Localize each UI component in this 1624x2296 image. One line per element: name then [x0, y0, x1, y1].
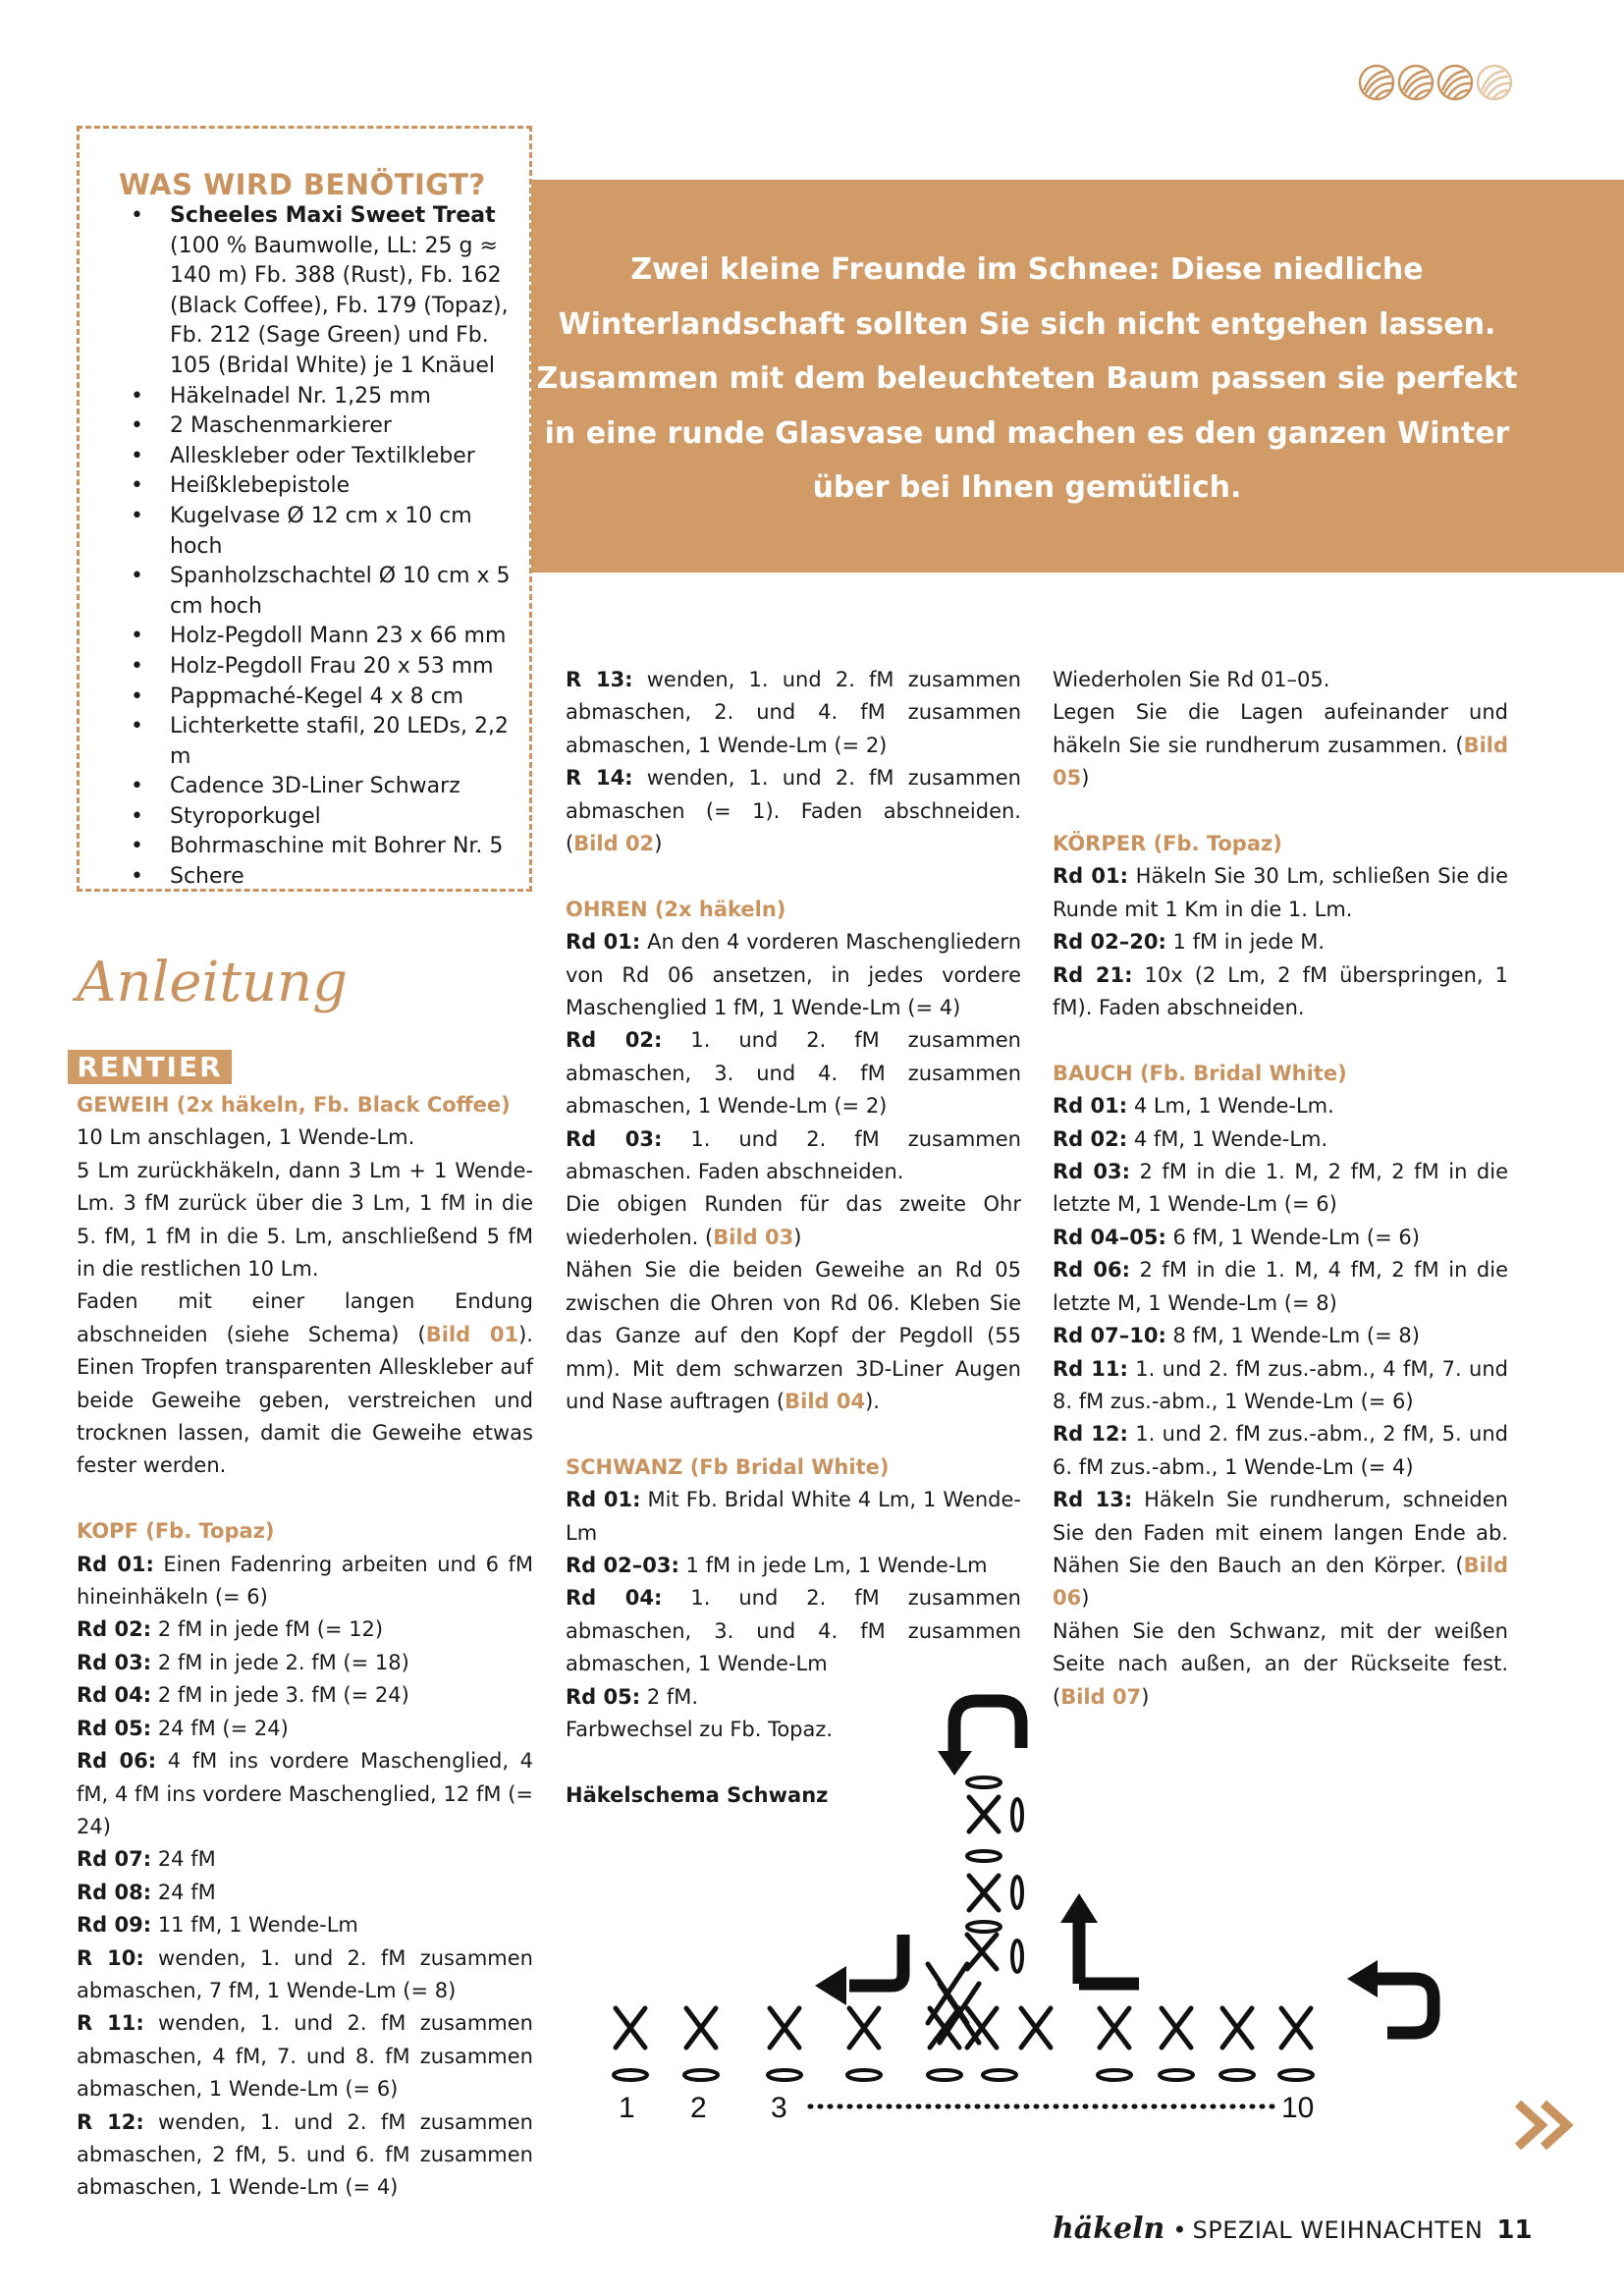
instruction-row [77, 1909, 533, 1941]
row-text: Farbwechsel zu Fb. Topaz. [566, 1717, 834, 1741]
row-text: 4 Lm, 1 Wende-Lm. [1127, 1094, 1334, 1119]
instruction-row [1053, 959, 1508, 1025]
row-label: Rd 04: [77, 1683, 152, 1708]
instruction-row [1053, 1156, 1508, 1222]
instruction-row [1053, 860, 1508, 926]
row-label: R 13: [566, 668, 633, 691]
material-item-text: Styroporkugel [170, 803, 321, 829]
row-text: 1. und 2. fM zusammen abmaschen. Faden abschneiden. [566, 1126, 1021, 1184]
instruction-row [1053, 1484, 1508, 1615]
paragraph [1053, 696, 1508, 794]
row-text-end: ) [1081, 766, 1090, 791]
row-label: Rd 01: [1053, 864, 1129, 889]
row-label: Rd 12: [1053, 1422, 1128, 1447]
row-text: An den 4 vorderen Maschengliedern von Rd 06 ansetzen, in jedes vordere Maschenglied 1 fM, 1 Wende-Lm (= 4) [566, 930, 1021, 1020]
stitch-column [967, 1777, 1022, 1972]
section-heading: BAUCH (Fb. Bridal White) [1053, 1061, 1347, 1085]
material-item [129, 411, 531, 442]
row-text: Häkeln Sie rundherum, schneiden Sie den Faden mit einem langen Ende ab. Nähen Sie den Bauch an den Körper. ( [1053, 1488, 1508, 1577]
stitch-row-bottom [616, 1964, 1311, 2048]
chart-label-1: 1 [619, 2092, 635, 2124]
instruction-row [1053, 1353, 1508, 1419]
row-text: wenden, 1. und 2. fM zusammen abmaschen (= 1). Faden abschneiden. ( [566, 766, 1021, 856]
instruction-row [77, 1877, 533, 1909]
instruction-row [77, 2007, 533, 2105]
chain-row [614, 2070, 1313, 2080]
material-item [129, 683, 531, 713]
section-title-rentier: RENTIER [68, 1050, 232, 1084]
row-label: Rd 01: [77, 1552, 154, 1576]
row-text: 1. und 2. fM zusammen abmaschen, 3. und 4. fM zusammen abmaschen, 1 Wende-Lm [566, 1586, 1021, 1676]
intro-banner [531, 180, 1624, 573]
image-reference: Bild 01 [425, 1322, 519, 1346]
page-number: 11 [1496, 2215, 1533, 2245]
turn-arrow-left-icon [849, 1935, 903, 1986]
material-item-text: Schere [170, 864, 244, 890]
image-reference: Bild 04 [785, 1389, 866, 1413]
image-reference: Bild 07 [1060, 1684, 1142, 1709]
material-item [129, 502, 531, 562]
material-item-text: Pappmaché-Kegel 4 x 8 cm [170, 683, 464, 709]
instruction-row [77, 1713, 533, 1745]
turn-arrows [849, 1701, 1434, 2033]
paragraph [77, 1285, 533, 1482]
material-item-text: Heißklebepistole [170, 473, 351, 499]
row-text: 4 fM, 1 Wende-Lm. [1127, 1126, 1328, 1151]
row-text: 1. und 2. fM zusammen abmaschen, 3. und 4. fM zusammen abmaschen, 1 Wende-Lm (= 2) [566, 1028, 1021, 1119]
row-text: 1 fM in jede Lm, 1 Wende-Lm [678, 1553, 988, 1577]
row-text-end: ) [1081, 1586, 1090, 1611]
material-item [129, 652, 531, 683]
row-label: R 11: [77, 2011, 144, 2036]
row-text: Faden mit einer langen Endung abschneiden (siehe Schema) ( [77, 1289, 533, 1346]
material-item [129, 442, 531, 472]
row-text: 1 fM in jede M. [1165, 930, 1326, 955]
material-item [129, 622, 531, 652]
material-item-text: Alleskleber oder Textilkleber [170, 443, 475, 468]
row-text: 24 fM (= 24) [151, 1716, 289, 1740]
instruction-row [1053, 1123, 1508, 1156]
row-label: R 10: [77, 1945, 144, 1970]
row-text: 2 fM in die 1. M, 2 fM, 2 fM in die letzte M, 1 Wende-Lm (= 6) [1053, 1160, 1508, 1217]
paragraph-gap [1053, 1024, 1508, 1057]
instruction-row [77, 1679, 533, 1712]
image-reference: Bild 06 [1053, 1553, 1508, 1611]
instruction-row [566, 762, 1021, 860]
materials-title: WAS WIRD BENÖTIGT? [119, 168, 486, 201]
row-label: R 12: [77, 2109, 144, 2134]
section-heading: KOPF (Fb. Topaz) [77, 1519, 275, 1544]
material-item [129, 712, 531, 772]
section-heading: KÖRPER (Fb. Topaz) [1053, 832, 1282, 856]
text-column-3 [1053, 664, 1508, 1714]
turn-arrow-right-icon [1375, 1979, 1434, 2033]
intro-line: Zusammen mit dem beleuchteten Baum passen sie perfekt [536, 361, 1518, 396]
chart-label-2: 2 [690, 2092, 707, 2124]
row-label: Rd 04–05: [1053, 1225, 1166, 1249]
paragraph-gap [566, 860, 1021, 893]
instruction-row [566, 1582, 1021, 1680]
material-item-text: Holz-Pegdoll Frau 20 x 53 mm [170, 653, 494, 679]
instruction-row [1053, 1320, 1508, 1352]
material-item-text: Häkelnadel Nr. 1,25 mm [170, 383, 431, 409]
material-item-text: Lichterkette stafil, 20 LEDs, 2,2 m [170, 714, 509, 769]
row-label: Rd 02–20: [1053, 930, 1166, 955]
yarn-ball-icon [1399, 66, 1433, 99]
continue-arrow-icon [1510, 2096, 1579, 2155]
page-footer [1053, 2212, 1533, 2251]
material-item-text: Bohrmaschine mit Bohrer Nr. 5 [170, 834, 504, 859]
material-item-text: Spanholzschachtel Ø 10 cm x 5 cm hoch [170, 564, 511, 619]
row-label: Rd 03: [566, 1126, 663, 1151]
row-label: Rd 11: [1053, 1356, 1128, 1381]
footer-separator: • [1172, 2216, 1187, 2244]
section-heading: SCHWANZ (Fb Bridal White) [566, 1454, 890, 1479]
paragraph-gap [1053, 795, 1508, 828]
intro-line: Zwei kleine Freunde im Schnee: Diese niedliche [630, 252, 1424, 287]
instruction-row [566, 1484, 1021, 1550]
image-reference: Bild 05 [1053, 733, 1508, 791]
material-item [129, 471, 531, 502]
row-label: Rd 02–03: [566, 1553, 679, 1577]
chart-caption: Häkelschema Schwanz [566, 1782, 829, 1807]
materials-box [77, 126, 532, 892]
crochet-chart-tail [589, 1669, 1512, 2141]
material-item [129, 832, 531, 862]
row-text: Nähen Sie den Schwanz, mit der weißen Seite nach außen, an der Rückseite fest. ( [1053, 1618, 1508, 1709]
instruction-row [1053, 926, 1508, 958]
intro-line: Winterlandschaft sollten Sie sich nicht entgehen lassen. [558, 306, 1496, 342]
row-text: 10x (2 Lm, 2 fM überspringen, 1 fM). Faden abschneiden. [1053, 962, 1508, 1020]
row-label: Rd 01: [566, 930, 641, 955]
row-text: 5 Lm zurückhäkeln, dann 3 Lm + 1 Wende-Lm. 3 fM zurück über die 3 Lm, 1 fM in die 5. fM, 1 fM in die 5. Lm, anschließend 5 fM in die restlichen 10 Lm. [77, 1158, 533, 1282]
material-item-text: Holz-Pegdoll Mann 23 x 66 mm [170, 624, 507, 649]
text-column-1 [77, 1089, 533, 2205]
row-text: 24 fM [151, 1880, 216, 1904]
row-label: Rd 08: [77, 1880, 152, 1904]
instruction-row [566, 1123, 1021, 1189]
material-item [129, 772, 531, 802]
row-label: Rd 02: [566, 1028, 663, 1053]
section-heading: OHREN (2x häkeln) [566, 897, 786, 921]
row-label: Rd 06: [1053, 1258, 1130, 1283]
row-text: 11 fM, 1 Wende-Lm [151, 1913, 358, 1938]
material-item-name: Scheeles Maxi Sweet Treat [170, 203, 496, 228]
instruction-row [77, 2106, 533, 2205]
row-text: 8 fM, 1 Wende-Lm (= 8) [1165, 1324, 1420, 1348]
row-text: Legen Sie die Lagen aufeinander und häkeln Sie sie rundherum zusammen. ( [1053, 700, 1508, 757]
instruction-row [1053, 1222, 1508, 1254]
material-item-text: 2 Maschenmarkierer [170, 413, 392, 439]
paragraph [566, 1188, 1021, 1254]
material-item [129, 802, 531, 833]
row-label: Rd 04: [566, 1586, 663, 1611]
paragraph [1053, 664, 1508, 696]
text-column-2 [566, 664, 1021, 1812]
intro-line: über bei Ihnen gemütlich. [812, 470, 1242, 505]
row-text-end: ) [1141, 1684, 1150, 1709]
row-text: Nähen Sie die beiden Geweihe an Rd 05 zwischen die Ohren von Rd 06. Kleben Sie das Ganze auf den Kopf der Pegdoll (55 mm). Mit dem schwarzen 3D-Liner Augen und Nase auftragen ( [566, 1258, 1021, 1413]
row-text: wenden, 1. und 2. fM zusammen abmaschen, 2. und 4. fM zusammen abmaschen, 1 Wende-Lm (= 2) [566, 668, 1021, 757]
paragraph-gap [77, 1483, 533, 1515]
row-label: Rd 03: [1053, 1160, 1130, 1184]
instruction-row [1053, 1090, 1508, 1122]
row-label: Rd 13: [1053, 1488, 1133, 1512]
row-label: Rd 07: [77, 1847, 152, 1872]
intro-line: in eine runde Glasvase und machen es den ganzen Winter [544, 415, 1510, 451]
row-text-end: ) [654, 832, 663, 856]
chart-label-3: 3 [771, 2092, 787, 2124]
instruction-row [1053, 1254, 1508, 1320]
row-label: Rd 03: [77, 1650, 152, 1674]
paragraph [77, 1155, 533, 1286]
instructions-heading: Anleitung [77, 951, 348, 1014]
turn-arrow-top-icon [954, 1701, 1021, 1758]
material-item [129, 201, 531, 382]
yarn-ball-icon [1360, 66, 1393, 99]
paragraph [566, 1254, 1021, 1418]
chart-label-10: 10 [1281, 2092, 1315, 2124]
row-label: Rd 07–10: [1053, 1324, 1166, 1348]
row-text: 2 fM in die 1. M, 4 fM, 2 fM in die letzte M, 1 Wende-Lm (= 8) [1053, 1258, 1508, 1315]
instruction-row [566, 1024, 1021, 1122]
row-text: 1. und 2. fM zus.-abm., 4 fM, 7. und 8. fM zus.-abm., 1 Wende-Lm (= 6) [1053, 1356, 1508, 1413]
row-label: Rd 05: [566, 1684, 641, 1709]
row-text: 6 fM, 1 Wende-Lm (= 6) [1165, 1225, 1420, 1249]
material-item-text: Cadence 3D-Liner Schwarz [170, 774, 460, 799]
instruction-row [566, 664, 1021, 762]
row-text: Häkeln Sie 30 Lm, schließen Sie die Runde mit 1 Km in die 1. Lm. [1053, 864, 1509, 921]
instruction-row [77, 1942, 533, 2008]
instruction-row [77, 1613, 533, 1646]
magazine-brand: häkeln [1053, 2212, 1165, 2246]
section-heading: GEWEIH (2x häkeln, Fb. Black Coffee) [77, 1093, 511, 1117]
paragraph [77, 1121, 533, 1154]
row-text: 2 fM in jede 3. fM (= 24) [151, 1683, 409, 1708]
instruction-row [77, 1745, 533, 1843]
material-item-text: (100 % Baumwolle, LL: 25 g ≈ 140 m) Fb. 388 (Rust), Fb. 162 (Black Coffee), Fb. 179 (Topaz), Fb. 212 (Sage Green) und Fb. 105 (Bridal White) je 1 Knäuel [170, 233, 509, 378]
paragraph-gap [566, 1418, 1021, 1450]
row-text-end: ). [865, 1389, 880, 1413]
row-label: Rd 02: [77, 1617, 152, 1642]
instruction-row [77, 1647, 533, 1679]
row-label: Rd 02: [1053, 1126, 1128, 1151]
instruction-row [566, 1550, 1021, 1582]
material-item [129, 562, 531, 622]
image-reference: Bild 03 [713, 1225, 794, 1249]
yarn-ball-icon [1438, 66, 1472, 99]
instruction-row [566, 926, 1021, 1024]
row-text-end: ). Einen Tropfen transparenten Alleskleber auf beide Geweihe geben, verstreichen und trocknen lassen, damit die Geweihe etwas fester werden. [77, 1322, 533, 1478]
materials-list [129, 201, 531, 893]
row-text-end: ) [793, 1225, 802, 1249]
material-item-text: Kugelvase Ø 12 cm x 10 cm hoch [170, 503, 472, 559]
row-text: 2 fM in jede 2. fM (= 18) [151, 1650, 409, 1674]
image-reference: Bild 02 [573, 832, 655, 856]
row-text: wenden, 1. und 2. fM zusammen abmaschen, 4 fM, 7. und 8. fM zusammen abmaschen, 1 Wende-Lm (= 6) [77, 2011, 533, 2102]
instruction-row [77, 1549, 533, 1614]
row-text: Mit Fb. Bridal White 4 Lm, 1 Wende-Lm [566, 1488, 1021, 1545]
row-label: Rd 05: [77, 1716, 152, 1740]
row-text: wenden, 1. und 2. fM zusammen abmaschen, 7 fM, 1 Wende-Lm (= 8) [77, 1945, 533, 2002]
yarn-balls-decoration [1357, 63, 1514, 102]
row-label: Rd 01: [566, 1488, 641, 1512]
instruction-row [1053, 1418, 1508, 1484]
row-text: 2 fM in jede fM (= 12) [151, 1617, 384, 1642]
row-text: Wiederholen Sie Rd 01–05. [1053, 668, 1330, 691]
magazine-section: SPEZIAL WEIHNACHTEN [1192, 2216, 1484, 2244]
yarn-ball-icon [1478, 66, 1511, 99]
intro-text [531, 243, 1523, 516]
row-text: 4 fM ins vordere Maschenglied, 4 fM, 4 fM ins vordere Maschenglied, 12 fM (= 24) [77, 1749, 533, 1838]
row-label: Rd 06: [77, 1749, 157, 1774]
material-item [129, 382, 531, 412]
row-text: 10 Lm anschlagen, 1 Wende-Lm. [77, 1125, 415, 1150]
material-item [129, 862, 531, 893]
row-label: Rd 09: [77, 1913, 152, 1938]
row-text: Die obigen Runden für das zweite Ohr wiederholen. ( [566, 1192, 1021, 1249]
row-label: Rd 01: [1053, 1094, 1128, 1119]
row-text: 24 fM [151, 1847, 216, 1872]
row-text: 2 fM. [640, 1684, 699, 1709]
row-text: 1. und 2. fM zus.-abm., 2 fM, 5. und 6. fM zus.-abm., 1 Wende-Lm (= 4) [1053, 1422, 1508, 1479]
instruction-row [77, 1843, 533, 1876]
row-text: Einen Fadenring arbeiten und 6 fM hineinhäkeln (= 6) [77, 1552, 533, 1610]
row-label: R 14: [566, 766, 633, 791]
row-text: wenden, 1. und 2. fM zusammen abmaschen, 2 fM, 5. und 6. fM zusammen abmaschen, 1 Wende-Lm (= 4) [77, 2109, 533, 2200]
row-label: Rd 21: [1053, 962, 1133, 987]
